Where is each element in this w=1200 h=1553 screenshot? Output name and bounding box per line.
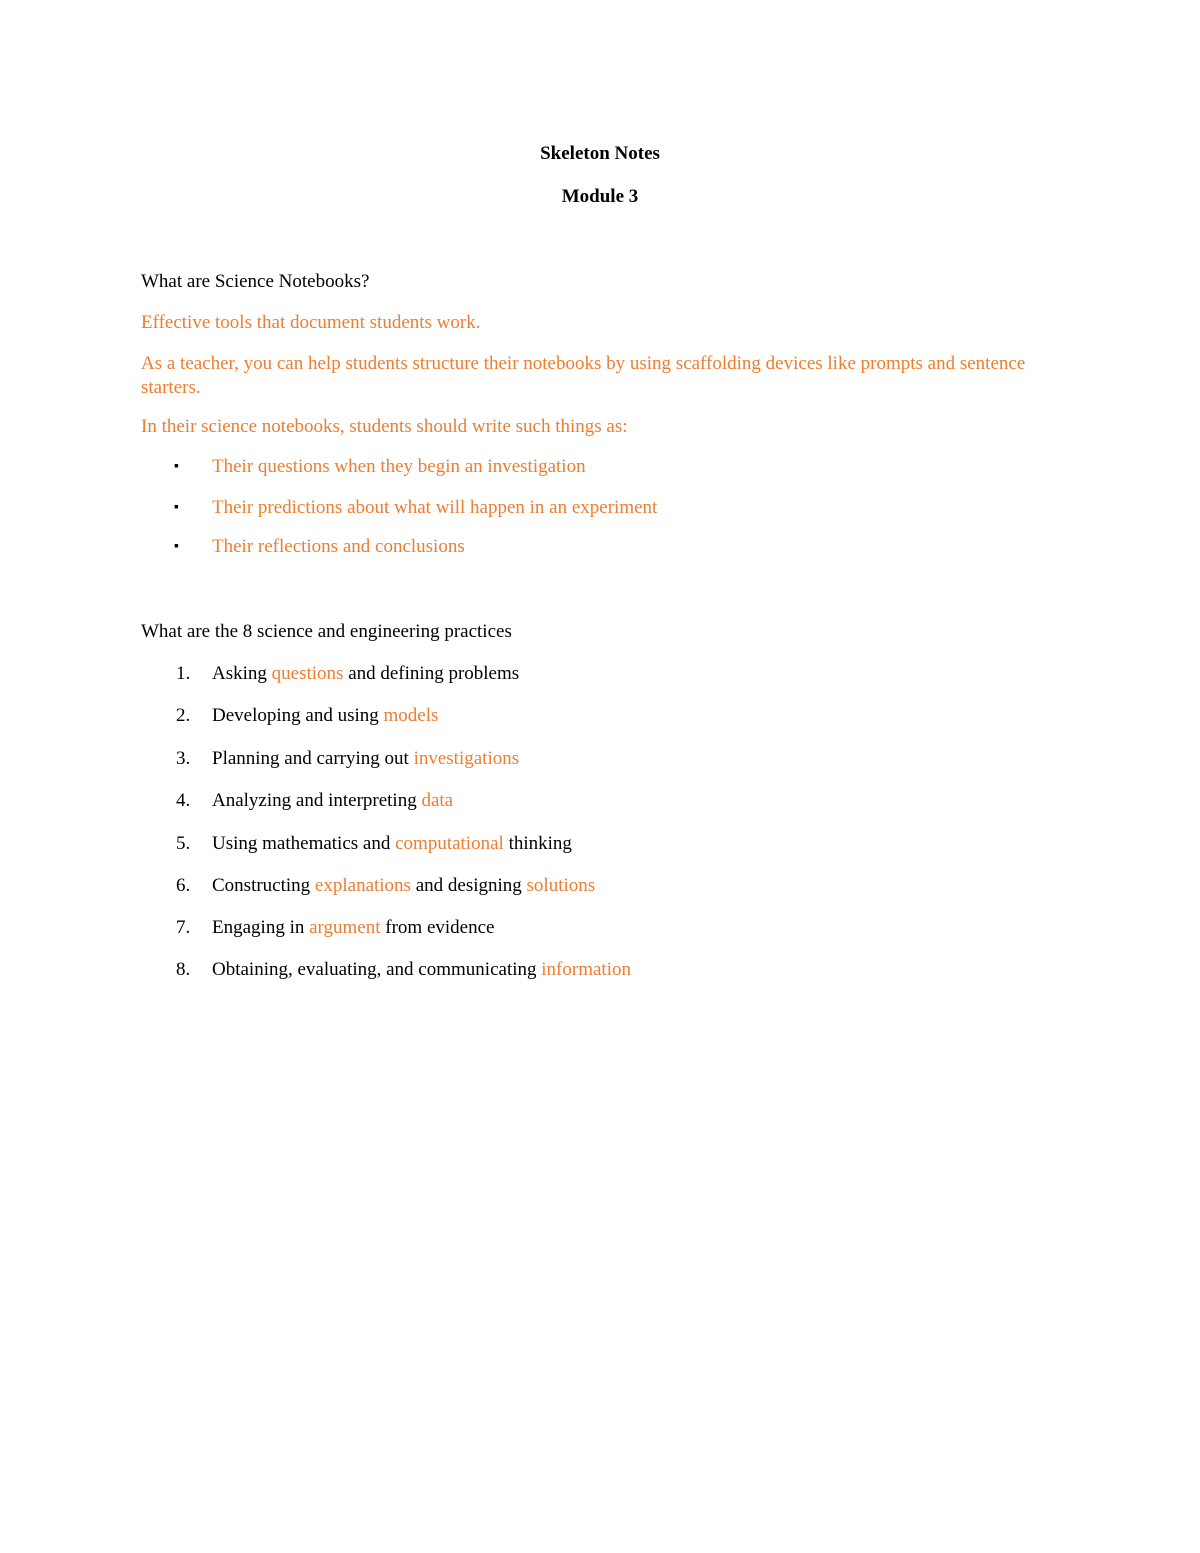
list-number: 6. bbox=[176, 875, 191, 896]
keyword: computational bbox=[395, 833, 504, 854]
list-number: 5. bbox=[176, 833, 191, 854]
list-item: Analyzing and interpreting data bbox=[212, 790, 454, 811]
list-item: Asking questions and defining problems bbox=[212, 663, 520, 684]
list-number: 1. bbox=[176, 663, 191, 684]
keyword: information bbox=[541, 959, 631, 980]
section1-paragraph-1: Effective tools that document students work. bbox=[141, 312, 481, 333]
module-title: Module 3 bbox=[561, 186, 639, 207]
section1-heading: What are Science Notebooks? bbox=[141, 271, 370, 292]
list-number: 8. bbox=[176, 959, 191, 980]
keyword: solutions bbox=[526, 875, 596, 896]
list-number: 4. bbox=[176, 790, 191, 811]
list-number: 2. bbox=[176, 705, 191, 726]
section1-paragraph-2: As a teacher, you can help students structure their notebooks by using scaffolding devices like prompts and sentence starters. bbox=[141, 353, 1026, 398]
bullet-marker: ▪ bbox=[174, 500, 179, 515]
list-item: Obtaining, evaluating, and communicating information bbox=[212, 959, 631, 980]
document-title: Skeleton Notes bbox=[540, 143, 660, 164]
bullet-marker: ▪ bbox=[174, 459, 179, 474]
list-item: Using mathematics and computational thinking bbox=[212, 833, 572, 854]
list-item: Developing and using models bbox=[212, 705, 439, 726]
bullet-marker: ▪ bbox=[174, 539, 179, 554]
bullet-item: Their predictions about what will happen in an experiment bbox=[212, 497, 658, 518]
section1-paragraph-3: In their science notebooks, students should write such things as: bbox=[141, 416, 628, 437]
list-number: 7. bbox=[176, 917, 191, 938]
keyword: argument bbox=[309, 917, 381, 938]
bullet-item: Their questions when they begin an investigation bbox=[212, 456, 586, 477]
list-item: Engaging in argument from evidence bbox=[212, 917, 495, 938]
list-item: Constructing explanations and designing solutions bbox=[212, 875, 596, 896]
keyword: explanations bbox=[314, 875, 411, 896]
keyword: questions bbox=[271, 663, 344, 684]
bullet-item: Their reflections and conclusions bbox=[212, 536, 465, 557]
list-number: 3. bbox=[176, 748, 191, 769]
keyword: investigations bbox=[413, 748, 520, 769]
keyword: models bbox=[383, 705, 439, 726]
keyword: data bbox=[421, 790, 454, 811]
list-item: Planning and carrying out investigations bbox=[212, 748, 520, 769]
section2-heading: What are the 8 science and engineering practices bbox=[141, 621, 512, 642]
